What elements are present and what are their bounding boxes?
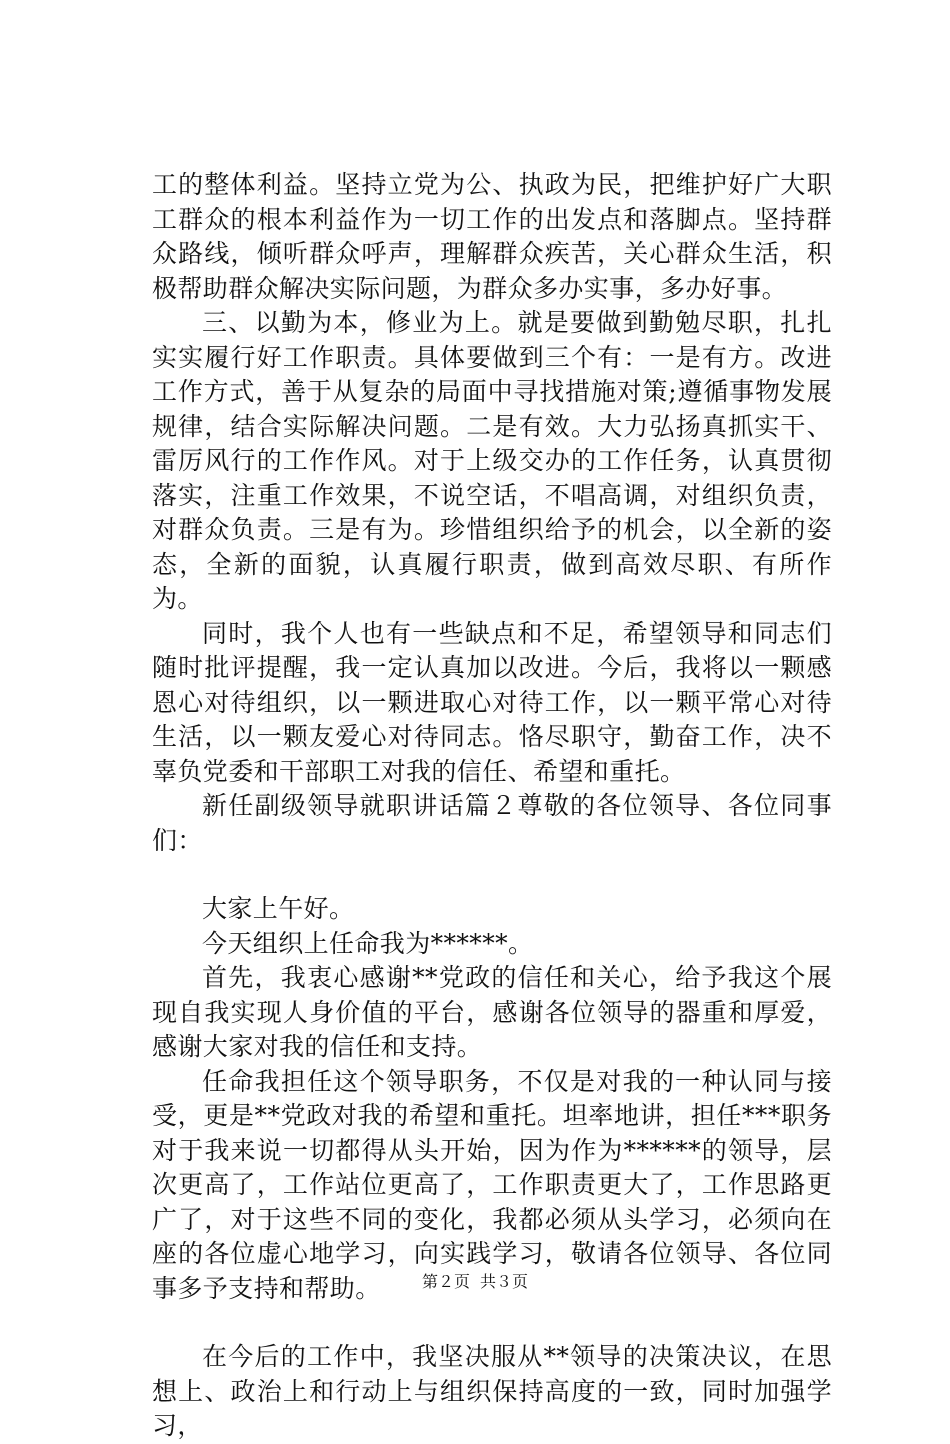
paragraph-thanks: 首先，我衷心感谢**党政的信任和关心，给予我这个展现自我实现人身价值的平台，感谢各位领导的器重和厚爱，感谢大家对我的信任和支持。	[152, 963, 832, 1061]
paragraph-diligence: 三、以勤为本，修业为上。就是要做到勤勉尽职，扎扎实实履行好工作职责。具体要做到三个有：一是有方。改进工作方式，善于从复杂的局面中寻找措施对策;遵循事物发展规律，结合实际解决问题。二是有效。大力弘扬真抓实干、雷厉风行的工作作风。对于上级交办的工作任务，认真贯彻落实，注重工作效果，不说空话，不唱高调，对组织负责，对群众负责。三是有为。珍惜组织给予的机会，以全新的姿态，全新的面貌，认真履行职责，做到高效尽职、有所作为。	[152, 308, 832, 613]
page-total: 共３页	[480, 1272, 529, 1291]
paragraph-appointment: 今天组织上任命我为******。	[202, 928, 534, 958]
paragraph-speech-two-heading: 新任副级领导就职讲话篇２尊敬的各位领导、各位同事们：	[152, 791, 832, 855]
document-body	[152, 168, 832, 1444]
paragraph-future-work: 在今后的工作中，我坚决服从**领导的决策决议，在思想上、政治上和行动上与组织保持高度的一致，同时加强学习，	[152, 1342, 832, 1440]
paragraph-greeting: 大家上午好。	[202, 894, 355, 923]
paragraph-shortcomings: 同时，我个人也有一些缺点和不足，希望领导和同志们随时批评提醒，我一定认真加以改进。今后，我将以一颗感恩心对待组织，以一颗进取心对待工作，以一颗平常心对待生活，以一颗友爱心对待同志。恪尽职守，勤奋工作，决不辜负党委和干部职工对我的信任、希望和重托。	[152, 618, 832, 786]
paragraph-continued: 工的整体利益。坚持立党为公、执政为民，把维护好广大职工群众的根本利益作为一切工作的出发点和落脚点。坚持群众路线，倾听群众呼声，理解群众疾苦，关心群众生活，积极帮助群众解决实际问题，为群众多办实事，多办好事。	[152, 170, 832, 303]
paragraph-responsibility: 任命我担任这个领导职务，不仅是对我的一种认同与接受，更是**党政对我的希望和重托。坦率地讲，担任***职务对于我来说一切都得从头开始，因为作为******的领导，层次更高了，工作站位更高了，工作职责更大了，工作思路更广了，对于这些不同的变化，我都必须从头学习，必须向在座的各位虚心地学习，向实践学习，敬请各位领导、各位同事多予支持和帮助。	[152, 1066, 832, 1303]
page-footer	[0, 1272, 950, 1292]
page-number: 第２页	[421, 1272, 470, 1291]
